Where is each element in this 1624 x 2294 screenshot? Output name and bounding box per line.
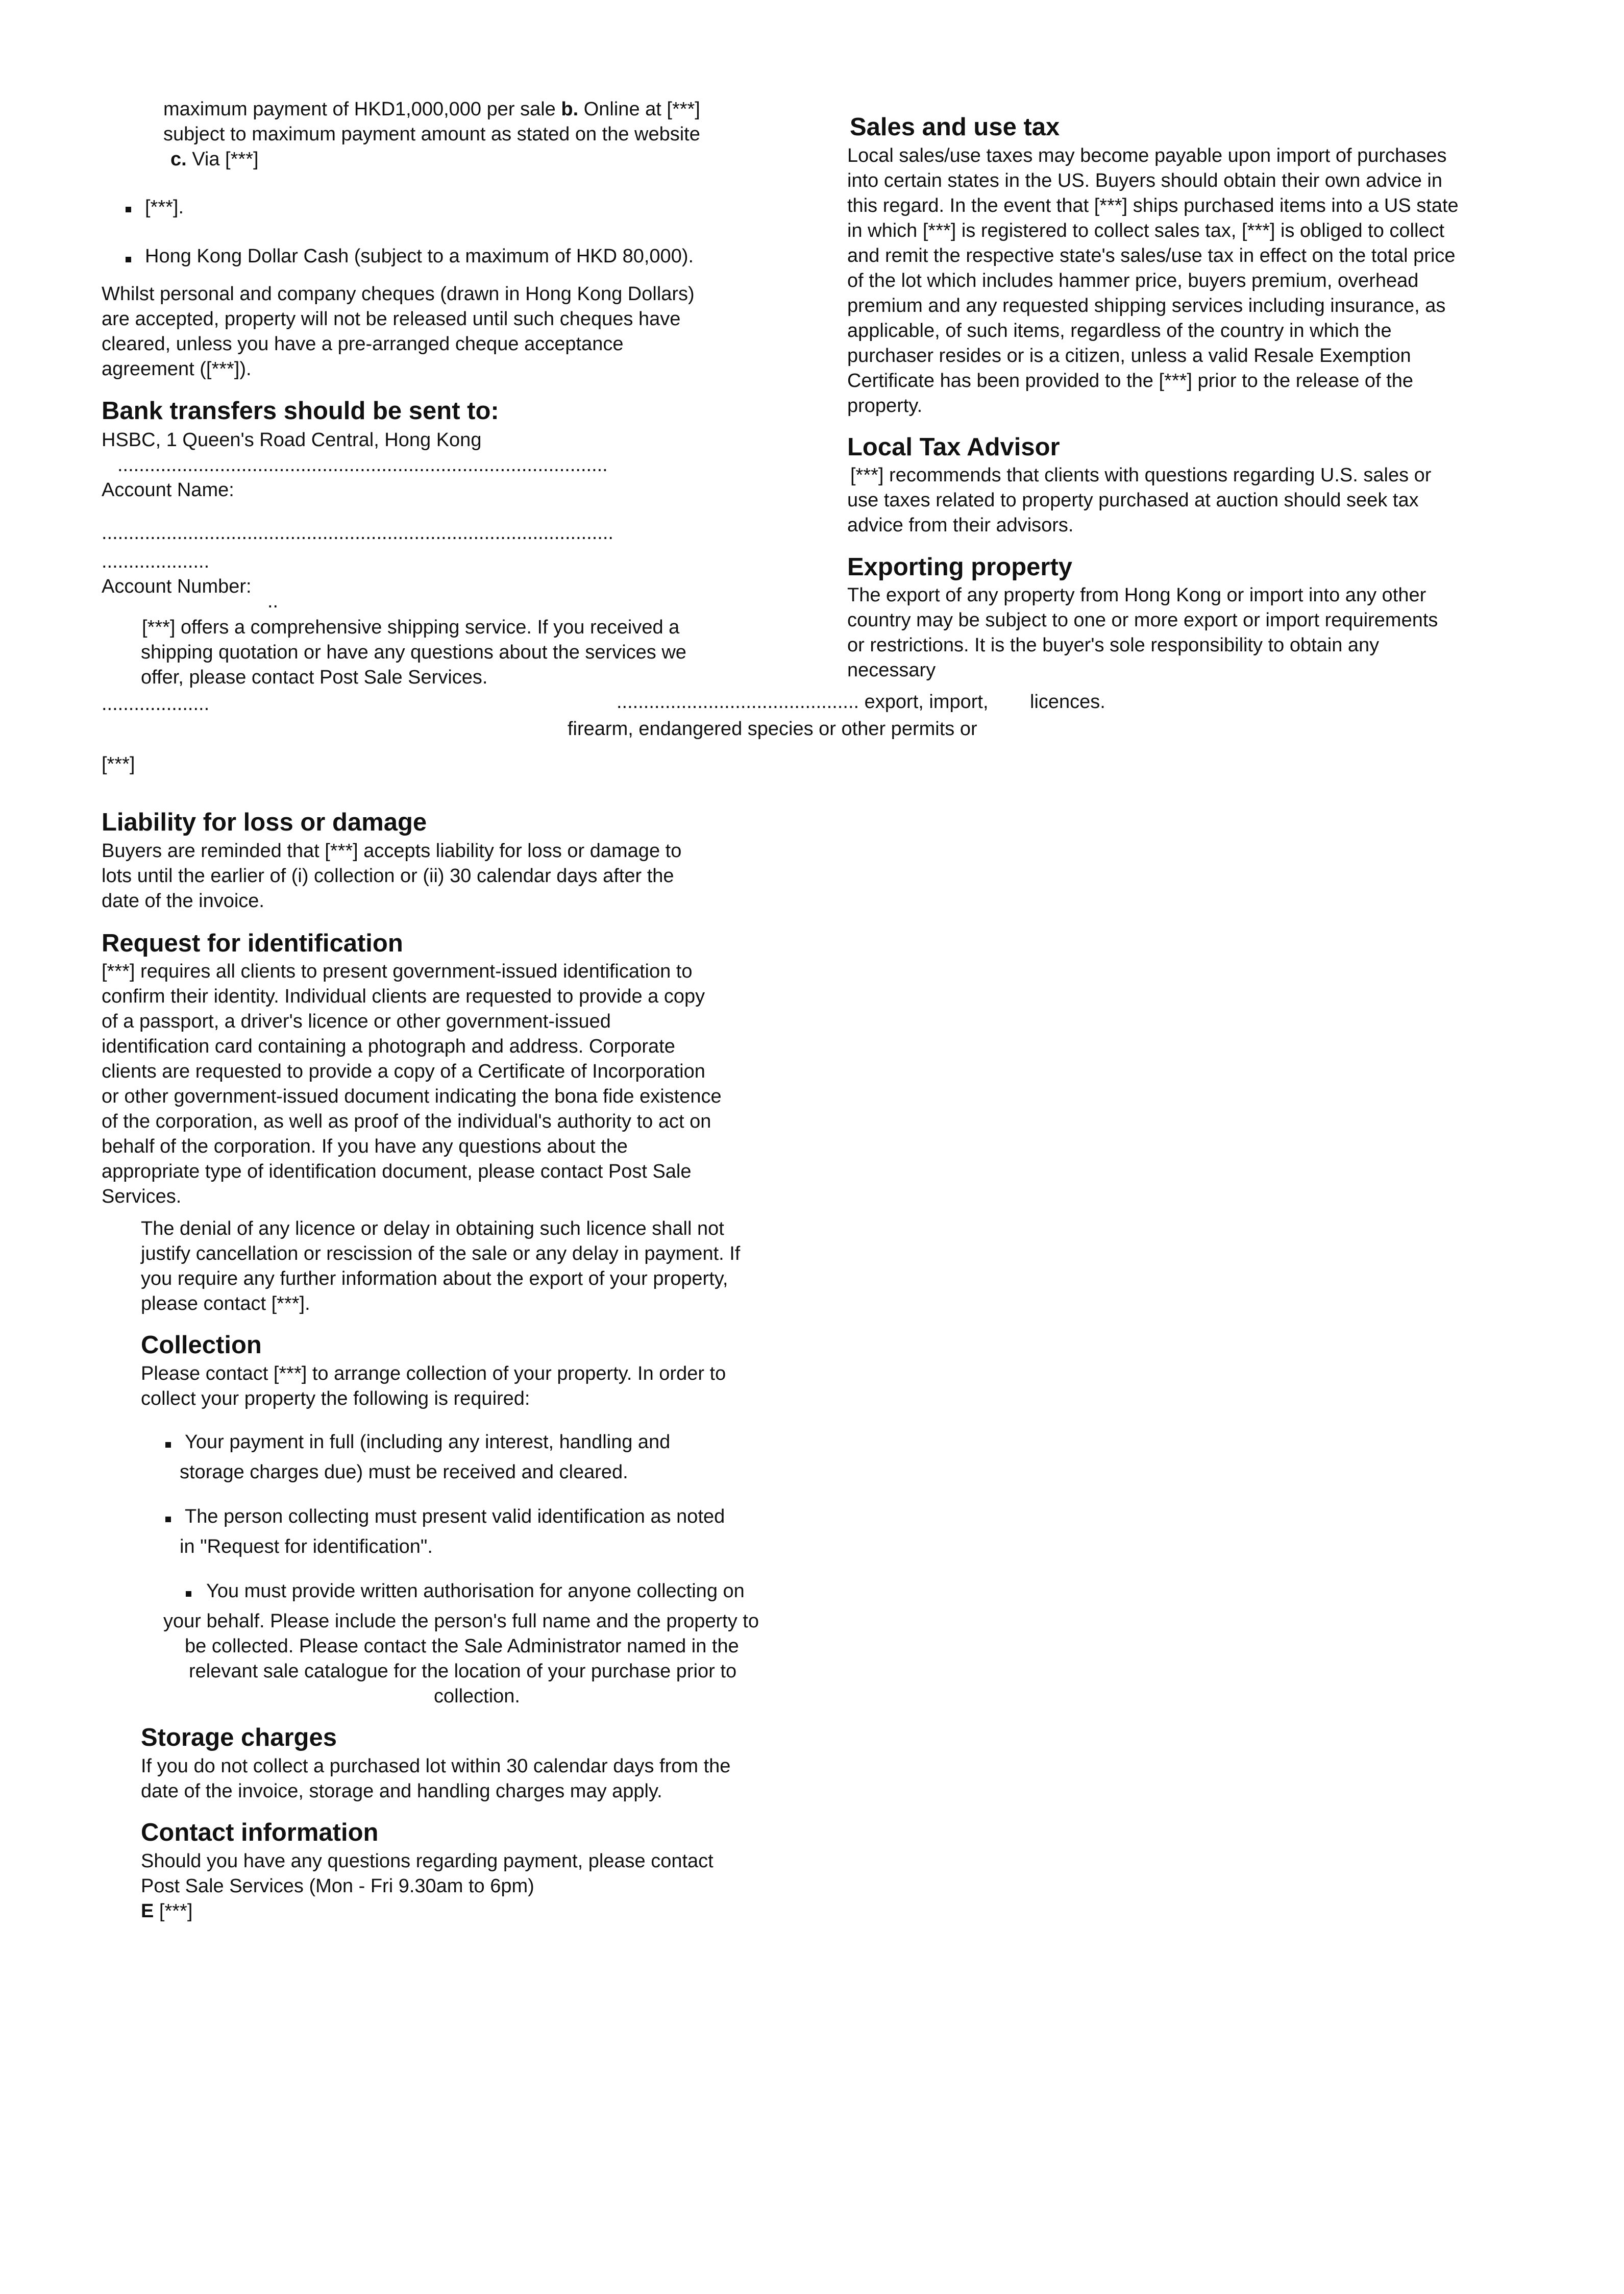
dotted-fill-line: .. xyxy=(267,591,279,612)
bullet-redacted-item: [***]. xyxy=(145,197,184,218)
bank-address: HSBC, 1 Queen's Road Central, Hong Kong xyxy=(102,429,482,451)
bullet-icon xyxy=(165,1442,171,1448)
export-dots-line: ............................................. export, import, xyxy=(617,691,989,713)
contact-heading: Contact information xyxy=(141,1819,379,1846)
contact-email[interactable]: E [***] xyxy=(141,1900,193,1922)
account-name-label: Account Name: xyxy=(102,479,234,501)
bullet-icon xyxy=(126,257,131,262)
dotted-fill-line: .................... xyxy=(102,693,210,715)
dotted-fill-line: ........................................................................................... xyxy=(117,454,608,476)
collection-heading: Collection xyxy=(141,1331,262,1359)
liability-heading: Liability for loss or damage xyxy=(102,809,427,836)
export-permits-line: firearm, endangered species or other permits or xyxy=(568,718,977,740)
collection-bullet-2: The person collecting must present valid identification as noted xyxy=(185,1506,725,1527)
export-licences-word: licences. xyxy=(1030,691,1105,713)
tax-advisor-heading: Local Tax Advisor xyxy=(847,433,1060,461)
option-c-line: c. Via [***] xyxy=(170,149,259,170)
bullet-icon xyxy=(165,1517,171,1522)
redacted-line: [***] xyxy=(102,753,135,775)
bullet-icon xyxy=(186,1591,191,1597)
identification-heading: Request for identification xyxy=(102,930,403,957)
online-limit-line: subject to maximum payment amount as stated on the website xyxy=(163,124,700,145)
dotted-fill-line: ............................................................................................... xyxy=(102,522,613,544)
payment-limit-line: maximum payment of HKD1,000,000 per sale b. Online at [***] xyxy=(163,99,700,120)
sales-tax-heading: Sales and use tax xyxy=(850,113,1060,141)
bullet-cash-item: Hong Kong Dollar Cash (subject to a maximum of HKD 80,000). xyxy=(145,246,694,267)
collection-bullet-3: You must provide written authorisation for anyone collecting on xyxy=(206,1580,745,1602)
bullet-icon xyxy=(126,207,131,212)
account-number-label: Account Number: xyxy=(102,576,252,597)
bank-transfer-heading: Bank transfers should be sent to: xyxy=(102,397,499,425)
exporting-heading: Exporting property xyxy=(847,553,1073,581)
storage-heading: Storage charges xyxy=(141,1724,337,1751)
dotted-fill-line: .................... xyxy=(102,551,210,572)
collection-bullet-1: Your payment in full (including any interest, handling and xyxy=(185,1431,671,1453)
